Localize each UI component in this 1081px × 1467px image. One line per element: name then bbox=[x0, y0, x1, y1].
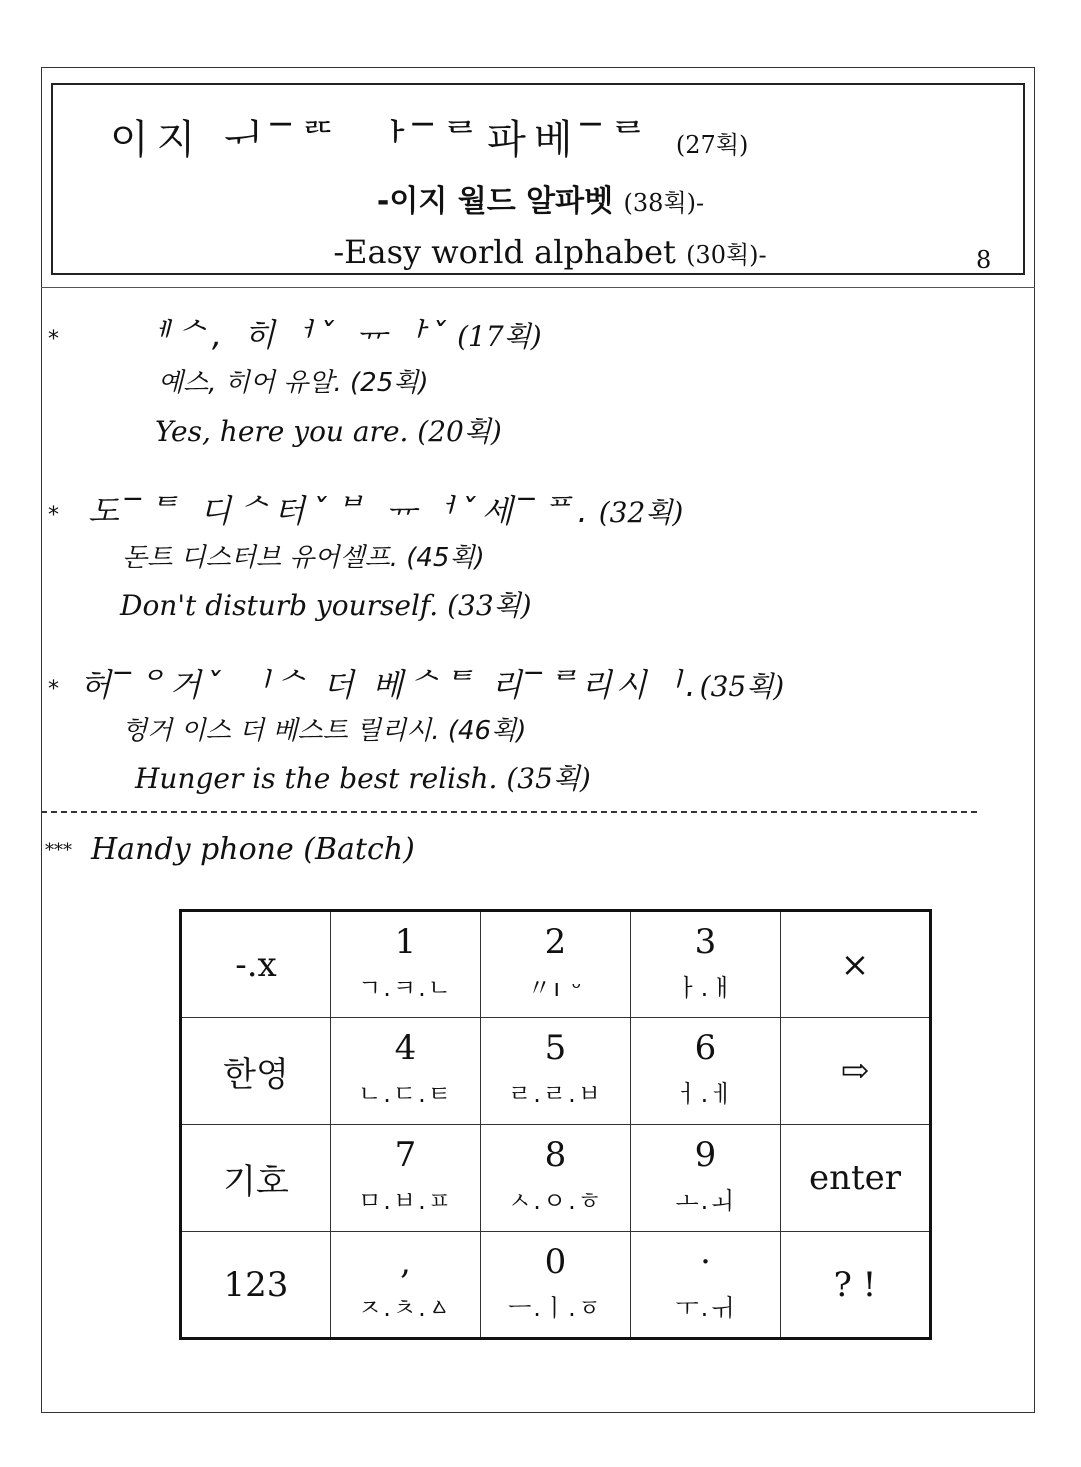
keypad-key[interactable] bbox=[181, 1232, 331, 1339]
title-easy-count: (27획) bbox=[675, 131, 749, 159]
keypad-key[interactable] bbox=[331, 1125, 481, 1232]
keypad-key[interactable] bbox=[481, 1018, 631, 1125]
keypad-key[interactable] bbox=[781, 1232, 931, 1339]
phrase-2-easy bbox=[48, 486, 683, 532]
bullet-star-icon: * bbox=[48, 503, 59, 528]
keypad-key-number: 8 bbox=[544, 1135, 567, 1175]
keypad-key-label: 기호 bbox=[223, 1161, 289, 1202]
keypad-key[interactable] bbox=[631, 1232, 781, 1339]
keypad-key-jamo: 〃ı ᵕ bbox=[527, 973, 584, 1002]
keypad-key[interactable] bbox=[181, 1125, 331, 1232]
phrase-3-easy bbox=[48, 660, 784, 706]
keypad-key-label: 한영 bbox=[223, 1054, 289, 1095]
phrase-2-english: Don't disturb yourself. (33획) bbox=[120, 589, 532, 622]
phrase-3-easy-count: (35획) bbox=[699, 670, 785, 703]
keypad-key[interactable] bbox=[781, 1125, 931, 1232]
phrase-1-easy bbox=[48, 310, 542, 356]
keypad-key-jamo: ㅏ.ㅐ bbox=[675, 973, 736, 1002]
keypad-key-label: ⇨ bbox=[840, 1051, 870, 1091]
keypad-key-jamo: ㅜ.ㅟ bbox=[675, 1293, 736, 1322]
keypad-key-label: × bbox=[840, 944, 870, 985]
title-korean-count: (38획)- bbox=[623, 189, 705, 217]
keypad-row bbox=[181, 1232, 931, 1339]
phrase-1-english: Yes, here you are. (20획) bbox=[155, 415, 502, 448]
keypad-key-jamo: ㅁ.ㅂ.ㅍ bbox=[358, 1187, 453, 1215]
title-english-count: (30획)- bbox=[686, 241, 767, 269]
keypad-key-label: -.x bbox=[235, 944, 277, 985]
keypad-key[interactable] bbox=[331, 1018, 481, 1125]
keypad-row bbox=[181, 1018, 931, 1125]
keypad-key-number: 3 bbox=[694, 921, 717, 962]
header-divider bbox=[41, 287, 1035, 288]
keypad-key-label: enter bbox=[808, 1158, 902, 1198]
keypad-key-jamo: ㅓ.ㅔ bbox=[675, 1080, 736, 1108]
keypad-row bbox=[181, 911, 931, 1018]
section-title-text: Handy phone (Batch) bbox=[91, 832, 415, 867]
keypad-key[interactable] bbox=[481, 1125, 631, 1232]
section-title bbox=[45, 832, 415, 867]
keypad-key-jamo: ㅗ.ㅚ bbox=[675, 1187, 736, 1215]
phrase-1-easy-text: ᅦᄉ, 히ᅥˇ ᅲᅡˇ bbox=[138, 316, 452, 354]
keypad-table bbox=[179, 909, 932, 1340]
keypad-key-number: 1 bbox=[394, 921, 417, 962]
keypad-key-jamo: ㅅ.ㅇ.ㅎ bbox=[508, 1187, 603, 1215]
keypad-key-label: ? ! bbox=[833, 1264, 877, 1305]
keypad-key[interactable] bbox=[481, 1232, 631, 1339]
keypad-key-jamo: ㅡ.ㅣ.ㆆ bbox=[508, 1293, 603, 1322]
section-divider bbox=[41, 811, 977, 813]
keypad-key[interactable] bbox=[631, 1018, 781, 1125]
keypad-key-jamo: ㄴ.ㄷ.ㅌ bbox=[358, 1080, 453, 1108]
keypad-key-number: 7 bbox=[394, 1135, 417, 1175]
keypad-key[interactable] bbox=[481, 911, 631, 1018]
bullet-star-icon: * bbox=[48, 677, 59, 702]
keypad-key[interactable] bbox=[331, 911, 481, 1018]
phrase-1-korean: 예스, 히어 유알. (25획) bbox=[158, 368, 429, 398]
keypad-key[interactable] bbox=[181, 911, 331, 1018]
phrase-1-easy-count: (17획) bbox=[457, 320, 542, 353]
keypad-key[interactable] bbox=[181, 1018, 331, 1125]
title-easy-text: 이지 ᅱ‾ᄅᄃ ᅡ‾ᄅ파베‾ᄅ bbox=[110, 117, 656, 163]
phrase-3-korean: 헝거 이스 더 베스트 릴리시. (46획) bbox=[122, 716, 527, 746]
phrase-2-easy-text: 도‾ᄐ 디ᄉ터ˇᄇ ᅲᅥˇ세‾ᄑ. bbox=[88, 492, 594, 530]
keypad-key[interactable] bbox=[631, 1125, 781, 1232]
phrase-2-easy-count: (32획) bbox=[598, 496, 684, 529]
keypad-key-jamo: ㄱ.ㅋ.ㄴ bbox=[358, 973, 453, 1002]
title-korean bbox=[0, 176, 1081, 220]
keypad-key[interactable] bbox=[781, 911, 931, 1018]
keypad-key-jamo: ㅈ.ㅊ.ㅿ bbox=[358, 1293, 453, 1322]
keypad-key-number: , bbox=[400, 1241, 411, 1282]
keypad-key-number: 6 bbox=[694, 1028, 717, 1068]
phrase-2-korean: 돈트 디스터브 유어셀프. (45획) bbox=[122, 543, 485, 573]
keypad-key[interactable] bbox=[631, 911, 781, 1018]
title-korean-text: -이지 월드 알파벳 bbox=[376, 184, 614, 219]
keypad-key-number: · bbox=[700, 1241, 711, 1282]
title-easy-alphabet bbox=[110, 108, 990, 165]
keypad-key-label: 123 bbox=[223, 1264, 289, 1305]
title-english-text: -Easy world alphabet bbox=[333, 233, 676, 271]
title-english bbox=[0, 233, 1081, 271]
keypad-key[interactable] bbox=[331, 1232, 481, 1339]
keypad-key[interactable] bbox=[781, 1018, 931, 1125]
bullet-star-icon: * bbox=[48, 327, 59, 352]
keypad-key-number: 0 bbox=[544, 1241, 567, 1282]
keypad-key-number: 9 bbox=[694, 1135, 717, 1175]
phrase-3-easy-text: 허‾ᄋ거ˇ ᅵᄉ 더 베ᄉᄐ 리‾ᄅ리시ᅵ. bbox=[80, 666, 700, 704]
keypad-row bbox=[181, 1125, 931, 1232]
phrase-3-english: Hunger is the best relish. (35획) bbox=[135, 762, 591, 795]
page-number: 8 bbox=[976, 246, 992, 274]
keypad-key-number: 4 bbox=[394, 1028, 417, 1068]
keypad-key-number: 2 bbox=[544, 921, 567, 962]
triple-star-icon: *** bbox=[45, 840, 72, 861]
keypad-key-number: 5 bbox=[544, 1028, 567, 1068]
keypad-key-jamo: ㄹ.ㄹ.ㅂ bbox=[508, 1080, 603, 1108]
